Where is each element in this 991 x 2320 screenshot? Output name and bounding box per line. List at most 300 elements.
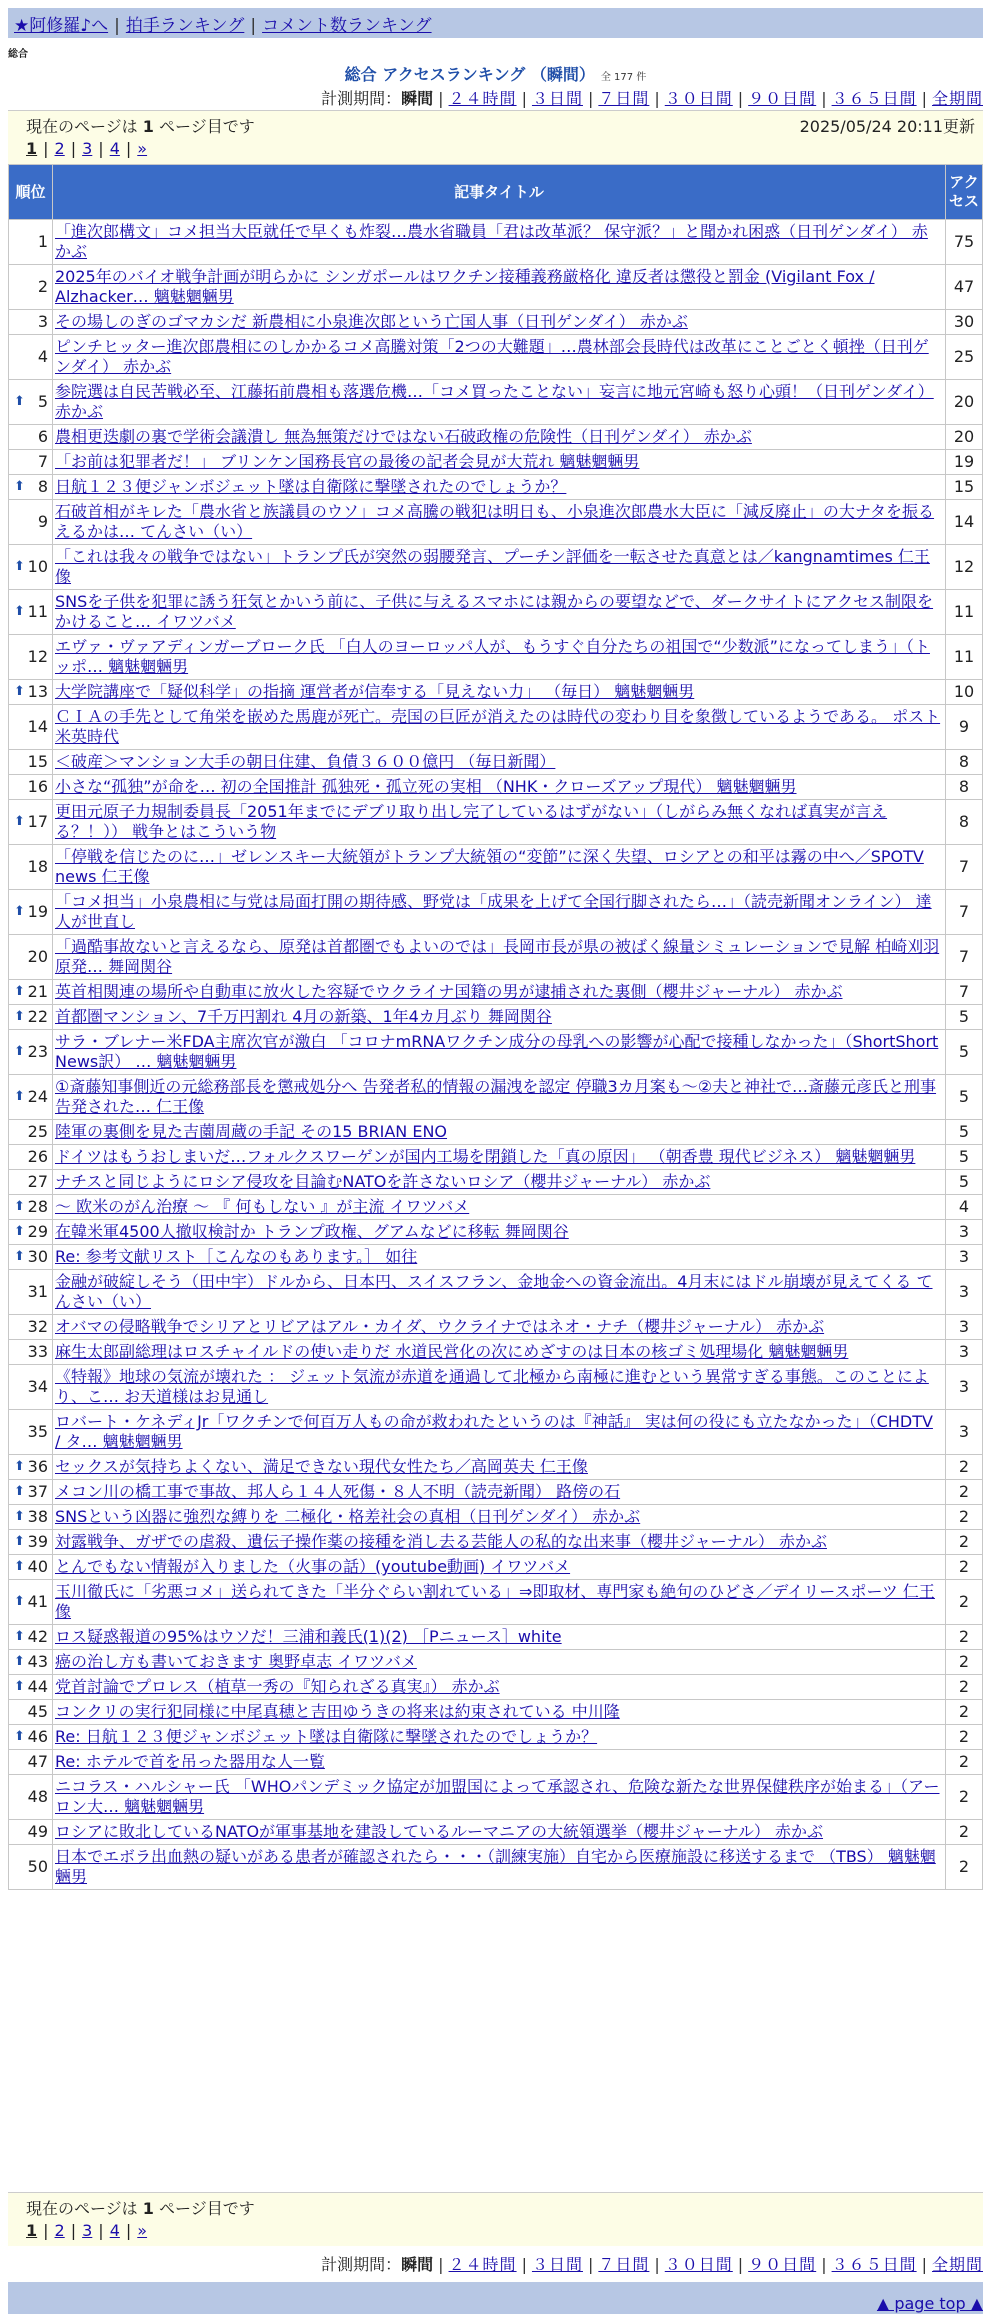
rank-cell [9,1005,53,1030]
access-count: 2 [946,1650,983,1675]
rank-number: 22 [27,1007,48,1026]
rank-number: 13 [27,682,48,701]
article-link[interactable]: 「これは我々の戦争ではない」トランプ氏が突然の弱腰発言、プーチン評価を一転させた真意とは／kangnamtimes 仁王像 [55,547,930,586]
rank-cell [9,1725,53,1750]
page-link-3[interactable]: 3 [82,139,93,158]
table-row [9,1700,983,1725]
rank-cell [9,1030,53,1075]
title-cell [53,1195,946,1220]
rank-number: 14 [27,717,48,736]
up-arrow-icon: ⬆ [14,1629,25,1644]
article-link[interactable]: 党首討論でプロレス（植草一秀の『知られざる真実』） 赤かぶ [55,1677,500,1696]
table-row [9,475,983,500]
title-cell [53,1555,946,1580]
access-header: アクセス [946,165,983,220]
title-cell [53,775,946,800]
page-sep: | [70,139,77,158]
table-row [9,1410,983,1455]
up-arrow-icon: ⬆ [14,1509,25,1524]
table-row [9,1030,983,1075]
article-link[interactable]: 「コメ担当」小泉農相に与党は局面打開の期待感、野党は「成果を上げて全国行脚されたら…」（読売新聞オンライン） 達人が世直し [55,892,932,931]
page-sep: | [70,2221,77,2240]
page-top-link[interactable]: ▲ page top ▲ [876,2294,983,2313]
page-info-top [8,110,983,164]
title-cell [53,310,946,335]
rank-cell [9,935,53,980]
period-sep: | [521,89,527,108]
article-link[interactable]: ロス疑惑報道の95%はウソだ！三浦和義氏(1)(2) ［Pニュース］white [55,1627,562,1646]
up-arrow-icon: ⬆ [14,984,25,999]
article-link[interactable]: 日航１２３便ジャンボジェット墜は自衛隊に撃墜されたのでしょうか？ [55,477,567,496]
period-link-6[interactable]: 全期間 [931,2255,983,2274]
access-count: 5 [946,1005,983,1030]
title-cell [53,335,946,380]
table-row [9,1340,983,1365]
rank-number: 19 [27,902,48,921]
rank-number: 29 [27,1222,48,1241]
period-link-1[interactable]: ３日間 [531,89,583,108]
title-cell [53,1455,946,1480]
rank-number: 21 [27,982,48,1001]
access-count: 7 [946,935,983,980]
page-link-1: 1 [26,139,38,158]
title-cell [53,1700,946,1725]
up-arrow-icon: ⬆ [14,1534,25,1549]
access-count: 7 [946,980,983,1005]
rank-number: 17 [27,812,48,831]
article-link[interactable]: 癌の治し方も書いておきます 奥野卓志 イワツバメ [55,1652,417,1671]
period-link-0[interactable]: ２４時間 [448,89,517,108]
next-page-link[interactable]: » [137,2221,148,2240]
article-link[interactable]: 英首相関連の場所や自動車に放火した容疑でウクライナ国籍の男が逮捕された裏側（櫻井ジャーナル） 赤かぶ [55,982,843,1001]
access-count: 3 [946,1340,983,1365]
article-link[interactable]: ナチスと同じようにロシア侵攻を目論むNATOを許さないロシア（櫻井ジャーナル） 赤かぶ [55,1172,711,1191]
rank-number: 38 [27,1507,48,1526]
access-count: 2 [946,1820,983,1845]
access-count: 30 [946,310,983,335]
page-link-4[interactable]: 4 [109,2221,120,2240]
rank-cell [9,705,53,750]
title-cell [53,1530,946,1555]
table-row [9,1750,983,1775]
article-link[interactable]: SNSという凶器に強烈な縛りを 二極化・格差社会の真相（日刊ゲンダイ） 赤かぶ [55,1507,641,1526]
article-link[interactable]: 対露戦争、ガザでの虐殺、遺伝子操作薬の接種を消し去る芸能人の私的な出来事（櫻井ジャーナル） 赤かぶ [55,1532,827,1551]
access-count: 2 [946,1555,983,1580]
page-sep: | [43,2221,49,2240]
title-cell [53,845,946,890]
rank-number: 32 [27,1317,48,1336]
title-cell [53,220,946,265]
title-cell [53,1075,946,1120]
access-count: 47 [946,265,983,310]
period-link-1[interactable]: ３日間 [531,2255,583,2274]
article-link[interactable]: 石破首相がキレた「農水省と族議員のウソ」コメ高騰の戦犯は明日も、小泉進次郎農水大臣に「減反廃止」の大ナタを振るえるかは… てんさい（い） [55,502,935,541]
table-row [9,1555,983,1580]
period-sep: | [521,2255,527,2274]
period-sep: | [587,89,594,108]
article-link[interactable]: セックスが気持ちよくない、満足できない現代女性たち／高岡英夫 仁王像 [55,1457,588,1476]
table-row [9,635,983,680]
article-link[interactable]: サラ・ブレナー米FDA主席次官が激白 「コロナmRNAワクチン成分の母乳への影響が心配で接種しなかった」（ShortShort News訳） … 魑魅魍魎男 [55,1032,939,1071]
rank-cell [9,265,53,310]
rank-number: 39 [27,1532,48,1551]
access-count: 5 [946,1145,983,1170]
access-count: 11 [946,635,983,680]
title-header: 記事タイトル [53,165,946,220]
rank-cell [9,1340,53,1365]
title-cell [53,1340,946,1365]
rank-number: 31 [27,1282,48,1301]
period-current: 瞬間 [401,89,434,108]
pagination-top [26,139,147,158]
up-arrow-icon: ⬆ [14,684,25,699]
article-link[interactable]: ニコラス・ハルシャー氏 「WHOパンデミック協定が加盟国によって承認され、危険な新たな世界保健秩序が始まる」（アーロン大… 魑魅魍魎男 [55,1777,940,1816]
title-cell [53,680,946,705]
title-cell [53,425,946,450]
access-count: 2 [946,1845,983,1890]
article-link[interactable]: Re: ホテルで首を吊った器用な人一覧 [55,1752,325,1771]
rank-number: 11 [27,602,48,621]
access-count: 8 [946,775,983,800]
rank-number: 9 [37,512,48,531]
access-count: 7 [946,845,983,890]
table-row [9,1145,983,1170]
title-cell [53,1120,946,1145]
rank-cell [9,590,53,635]
access-count: 10 [946,680,983,705]
article-link[interactable]: ＜破産＞マンション大手の朝日住建、負債３６００億円 （毎日新聞） [55,752,556,771]
access-count: 2 [946,1750,983,1775]
rank-cell [9,425,53,450]
access-count: 3 [946,1245,983,1270]
rank-cell [9,890,53,935]
rank-number: 41 [27,1592,48,1611]
article-link[interactable]: 大学院講座で「疑似科学」の指摘 運営者が信奉する「見えない力」 （毎日） 魑魅魍魎男 [55,682,695,701]
article-link[interactable]: 「お前は犯罪者だ！」 ブリンケン国務長官の最後の記者会見が大荒れ 魑魅魍魎男 [55,452,640,471]
article-link[interactable]: メコン川の橋工事で事故、邦人ら１４人死傷・８人不明（読売新聞） 路傍の石 [55,1482,621,1501]
title-cell [53,1170,946,1195]
period-link-5[interactable]: ３６５日間 [831,89,917,108]
rank-number: 7 [37,452,48,471]
table-row [9,1075,983,1120]
rank-cell [9,1315,53,1340]
title-cell [53,1675,946,1700]
page-link-4[interactable]: 4 [109,139,120,158]
rank-cell [9,1170,53,1195]
up-arrow-icon: ⬆ [14,1559,25,1574]
title-cell [53,935,946,980]
table-row [9,1650,983,1675]
access-count: 12 [946,545,983,590]
rank-cell [9,380,53,425]
article-link[interactable]: ①斎藤知事側近の元総務部長を懲戒処分へ 告発者私的情報の漏洩を認定 停職3カ月案も～②夫と神社で…斎藤元彦氏と刑事告発された… 仁王像 [55,1077,937,1116]
article-link[interactable]: ～ 欧米のがん治療 ～ 『 何もしない 』が主流 イワツバメ [55,1197,470,1216]
rank-cell [9,1220,53,1245]
rank-number: 1 [37,232,48,251]
article-link[interactable]: 更田元原子力規制委員長「2051年までにデブリ取り出し完了しているはずがない」（しがらみ無くなれば真実が言える？！）） 戦争とはこういう物 [55,802,888,841]
title-cell [53,1145,946,1170]
rank-number: 20 [27,947,48,966]
article-link[interactable]: 玉川徹氏に「劣悪コメ」送られてきた「半分ぐらい割れている」⇒即取材、専門家も絶句のひどさ／デイリースポーツ 仁王像 [55,1582,935,1621]
table-row [9,1820,983,1845]
rank-number: 25 [27,1122,48,1141]
up-arrow-icon: ⬆ [14,1654,25,1669]
table-row [9,380,983,425]
title-cell [53,380,946,425]
footer-bar [8,2282,983,2314]
period-link-3[interactable]: ３０日間 [664,2255,733,2274]
up-arrow-icon: ⬆ [14,814,25,829]
rank-number: 16 [27,777,48,796]
period-sep: | [737,89,744,108]
article-link[interactable]: 2025年のバイオ戦争計画が明らかに シンガポールはワクチン接種義務厳格化 違反者は懲役と罰金 (Vigilant Fox / Alzhacker… 魑魅魍魎男 [55,267,875,306]
article-link[interactable]: 「停戦を信じたのに…」ゼレンスキー大統領がトランプ大統領の“変節”に深く失望、ロシアとの和平は霧の中へ／SPOTV news 仁王像 [55,847,924,886]
access-count: 15 [946,475,983,500]
access-count: 3 [946,1220,983,1245]
title-cell [53,1030,946,1075]
access-count: 2 [946,1505,983,1530]
period-sep: | [587,2255,594,2274]
period-label: 計測期間： [321,89,402,108]
rank-cell [9,545,53,590]
title-cell [53,1580,946,1625]
rank-cell [9,1455,53,1480]
table-row [9,1845,983,1890]
access-count: 19 [946,450,983,475]
category-label: 総合 [8,49,28,60]
next-page-link[interactable]: » [137,139,148,158]
home-link[interactable]: ★阿修羅♪へ [14,16,109,36]
rank-cell [9,1675,53,1700]
access-count: 3 [946,1365,983,1410]
period-link-2[interactable]: ７日間 [598,2255,650,2274]
comment-ranking-link[interactable]: コメント数ランキング [262,16,432,36]
up-arrow-icon: ⬆ [14,1459,25,1474]
period-link-4[interactable]: ９０日間 [748,89,817,108]
ranking-title: 総合 アクセスランキング （瞬間） [344,65,595,84]
article-link[interactable]: Re: 日航１２３便ジャンボジェット墜は自衛隊に撃墜されたのでしょうか？ [55,1727,598,1746]
nav-sep: | [250,16,257,36]
rank-number: 47 [27,1752,48,1771]
article-link[interactable]: 在韓米軍4500人撤収検討か トランプ政権、グアムなどに移転 舞岡関谷 [55,1222,569,1241]
article-link[interactable]: オバマの侵略戦争でシリアとリビアはアル・カイダ、ウクライナではネオ・ナチ（櫻井ジャーナル） 赤かぶ [55,1317,825,1336]
rank-number: 6 [37,427,48,446]
rank-number: 26 [27,1147,48,1166]
period-sep: | [438,89,444,108]
rank-number: 49 [27,1822,48,1841]
table-row [9,1675,983,1700]
rank-cell [9,450,53,475]
up-arrow-icon: ⬆ [14,1729,25,1744]
rank-number: 45 [27,1702,48,1721]
rank-number: 35 [27,1422,48,1441]
up-arrow-icon: ⬆ [14,1224,25,1239]
title-cell [53,545,946,590]
table-row [9,1315,983,1340]
rank-number: 23 [27,1042,48,1061]
article-link[interactable]: 小さな“孤独”が命を… 初の全国推計 孤独死・孤立死の実相 （NHK・クローズアップ現代） 魑魅魍魎男 [55,777,797,796]
access-count: 2 [946,1530,983,1555]
article-link[interactable]: ＣＩＡの手先として角栄を嵌めた馬鹿が死亡。売国の巨匠が消えたのは時代の変わり目を象徴しているようである。 ポスト米英時代 [55,707,941,746]
article-link[interactable]: 参院選は自民苦戦必至、江藤拓前農相も落選危機…「コメ買ったことない」妄言に地元宮崎も怒り心頭！（日刊ゲンダイ） 赤かぶ [55,382,934,421]
page-info-bottom [8,2192,983,2246]
article-link[interactable]: ドイツはもうおしまいだ…フォルクスワーゲンが国内工場を閉鎖した「真の原因」 （朝香豊 現代ビジネス） 魑魅魍魎男 [55,1147,916,1166]
access-count: 11 [946,590,983,635]
article-link[interactable]: コンクリの実行犯同様に中尾真穂と吉田ゆうきの将来は約束されている 中川隆 [55,1702,620,1721]
period-link-4[interactable]: ９０日間 [748,2255,817,2274]
article-link[interactable]: 《特報》地球の気流が壊れた ： ジェット気流が赤道を通過して北極から南極に進むという異常すぎる事態。このことにより、こ… お天道様はお見通し [55,1367,929,1406]
rank-cell [9,845,53,890]
title-cell [53,590,946,635]
article-link[interactable]: その場しのぎのゴマカシだ 新農相に小泉進次郎という亡国人事（日刊ゲンダイ） 赤かぶ [55,312,688,331]
rank-cell [9,475,53,500]
article-link[interactable]: SNSを子供を犯罪に誘う狂気とかいう前に、子供に与えるスマホには親からの要望などで、ダークサイトにアクセス制限をかけること… イワツバメ [55,592,934,631]
title-cell [53,1775,946,1820]
title-cell [53,1650,946,1675]
access-count: 5 [946,1120,983,1145]
article-link[interactable]: 麻生太郎副総理はロスチャイルドの使い走りだ 水道民営化の次にめざすのは日本の核ゴミ処理場化 魑魅魍魎男 [55,1342,849,1361]
title-cell [53,265,946,310]
up-arrow-icon: ⬆ [14,1679,25,1694]
table-row [9,680,983,705]
article-link[interactable]: 日本でエボラ出血熱の疑いがある患者が確認されたら・・・（訓練実施）自宅から医療施設に移送するまで （TBS） 魑魅魍魎男 [55,1847,936,1886]
title-cell [53,1750,946,1775]
page-sep: | [98,139,104,158]
access-count: 25 [946,335,983,380]
rank-cell [9,775,53,800]
article-link[interactable]: エヴァ・ヴァアディンガーブローク氏 「白人のヨーロッパ人が、もうすぐ自分たちの祖国で“少数派”になってしまう」（トッポ… 魑魅魍魎男 [55,637,930,676]
table-row [9,775,983,800]
table-row [9,500,983,545]
total-count: 全 177 件 [600,72,647,83]
period-link-5[interactable]: ３６５日間 [831,2255,917,2274]
access-count: 8 [946,750,983,775]
up-arrow-icon: ⬆ [14,394,25,409]
table-row [9,980,983,1005]
rank-header: 順位 [9,165,53,220]
table-row [9,1725,983,1750]
period-link-6[interactable]: 全期間 [931,89,983,108]
rank-cell [9,1195,53,1220]
period-link-0[interactable]: ２４時間 [448,2255,517,2274]
access-count: 3 [946,1270,983,1315]
table-row [9,425,983,450]
title-cell [53,1220,946,1245]
period-link-2[interactable]: ７日間 [598,89,650,108]
article-link[interactable]: 「進次郎構文」コメ担当大臣就任で早くも炸裂…農水省職員「君は改革派？ 保守派？」と聞かれ困惑（日刊ゲンダイ） 赤かぶ [55,222,928,261]
table-row [9,800,983,845]
access-count: 4 [946,1195,983,1220]
table-row [9,590,983,635]
title-cell [53,980,946,1005]
title-cell [53,750,946,775]
rank-number: 15 [27,752,48,771]
clap-ranking-link[interactable]: 拍手ランキング [125,16,245,36]
rank-number: 28 [27,1197,48,1216]
article-link[interactable]: とんでもない情報が入りました（火事の話）(youtube動画) イワツバメ [55,1557,571,1576]
rank-cell [9,750,53,775]
page-sep: | [43,139,49,158]
access-count: 2 [946,1725,983,1750]
rank-cell [9,335,53,380]
title-cell [53,1270,946,1315]
ranking-heading [0,62,991,85]
period-sep: | [737,2255,744,2274]
rank-cell [9,1120,53,1145]
rank-cell [9,980,53,1005]
rank-cell [9,1505,53,1530]
rank-number: 33 [27,1342,48,1361]
period-selector-bottom [321,2252,983,2275]
period-sep: | [821,89,827,108]
access-count: 75 [946,220,983,265]
page-sep: | [125,139,132,158]
title-cell [53,1315,946,1340]
period-link-3[interactable]: ３０日間 [664,89,733,108]
rank-number: 2 [37,277,48,296]
rank-cell [9,635,53,680]
article-link[interactable]: 「過酷事故ないと言えるなら、原発は首都圏でもよいのでは」長岡市長が県の被ばく線量シミュレーションで見解 柏崎刈羽原発… 舞岡関谷 [55,937,940,976]
page-link-2[interactable]: 2 [54,139,65,158]
article-link[interactable]: 陸軍の裏側を見た吉薗周蔵の手記 その15 BRIAN ENO [55,1122,448,1141]
page-link-2[interactable]: 2 [54,2221,65,2240]
access-count: 2 [946,1675,983,1700]
title-cell [53,1245,946,1270]
article-link[interactable]: ロバート・ケネディJr「ワクチンで何百万人もの命が救われたというのは『神話』 実は何の役にも立たなかった」（CHDTV / タ… 魑魅魍魎男 [55,1412,933,1451]
access-count: 5 [946,1170,983,1195]
page-link-1: 1 [26,2221,38,2240]
article-link[interactable]: ピンチヒッター進次郎農相にのしかかるコメ高騰対策「2つの大難題」…農林部会長時代は改革にことごとく頓挫（日刊ゲンダイ） 赤かぶ [55,337,929,376]
up-arrow-icon: ⬆ [14,1089,25,1104]
rank-number: 44 [27,1677,48,1696]
access-count: 2 [946,1455,983,1480]
article-link[interactable]: Re: 参考文献リスト［こんなのもあります。］ 如往 [55,1247,418,1266]
up-arrow-icon: ⬆ [14,1594,25,1609]
table-row [9,335,983,380]
page-sep: | [125,2221,132,2240]
access-count: 8 [946,800,983,845]
title-cell [53,635,946,680]
article-link[interactable]: 農相更迭劇の裏で学術会議潰し 無為無策だけではない石破政権の危険性（日刊ゲンダイ） 赤かぶ [55,427,752,446]
access-count: 7 [946,890,983,935]
article-link[interactable]: 首都圏マンション、7千万円割れ 4月の新築、1年4カ月ぶり 舞岡関谷 [55,1007,552,1026]
period-sep: | [821,2255,827,2274]
pagination-bottom [26,2221,147,2240]
period-sep: | [654,89,660,108]
table-row [9,1505,983,1530]
rank-cell [9,1580,53,1625]
rank-number: 24 [27,1087,48,1106]
up-arrow-icon: ⬆ [14,479,25,494]
table-row [9,545,983,590]
up-arrow-icon: ⬆ [14,604,25,619]
title-cell [53,1820,946,1845]
up-arrow-icon: ⬆ [14,1249,25,1264]
rank-number: 36 [27,1457,48,1476]
page-link-3[interactable]: 3 [82,2221,93,2240]
rank-number: 30 [27,1247,48,1266]
rank-cell [9,1700,53,1725]
access-count: 3 [946,1410,983,1455]
rank-cell [9,800,53,845]
article-link[interactable]: 金融が破綻しそう（田中宇）ドルから、日本円、スイスフラン、金地金への資金流出。4月末にはドル崩壊が見えてくる てんさい（い） [55,1272,933,1311]
table-row [9,1195,983,1220]
rank-cell [9,1650,53,1675]
period-current: 瞬間 [401,2255,434,2274]
article-link[interactable]: ロシアに敗北しているNATOが軍事基地を建設しているルーマニアの大統領選挙（櫻井ジャーナル） 赤かぶ [55,1822,824,1841]
page-indicator: 現在のページは 1 ページ目です [26,2199,255,2218]
up-arrow-icon: ⬆ [14,1009,25,1024]
